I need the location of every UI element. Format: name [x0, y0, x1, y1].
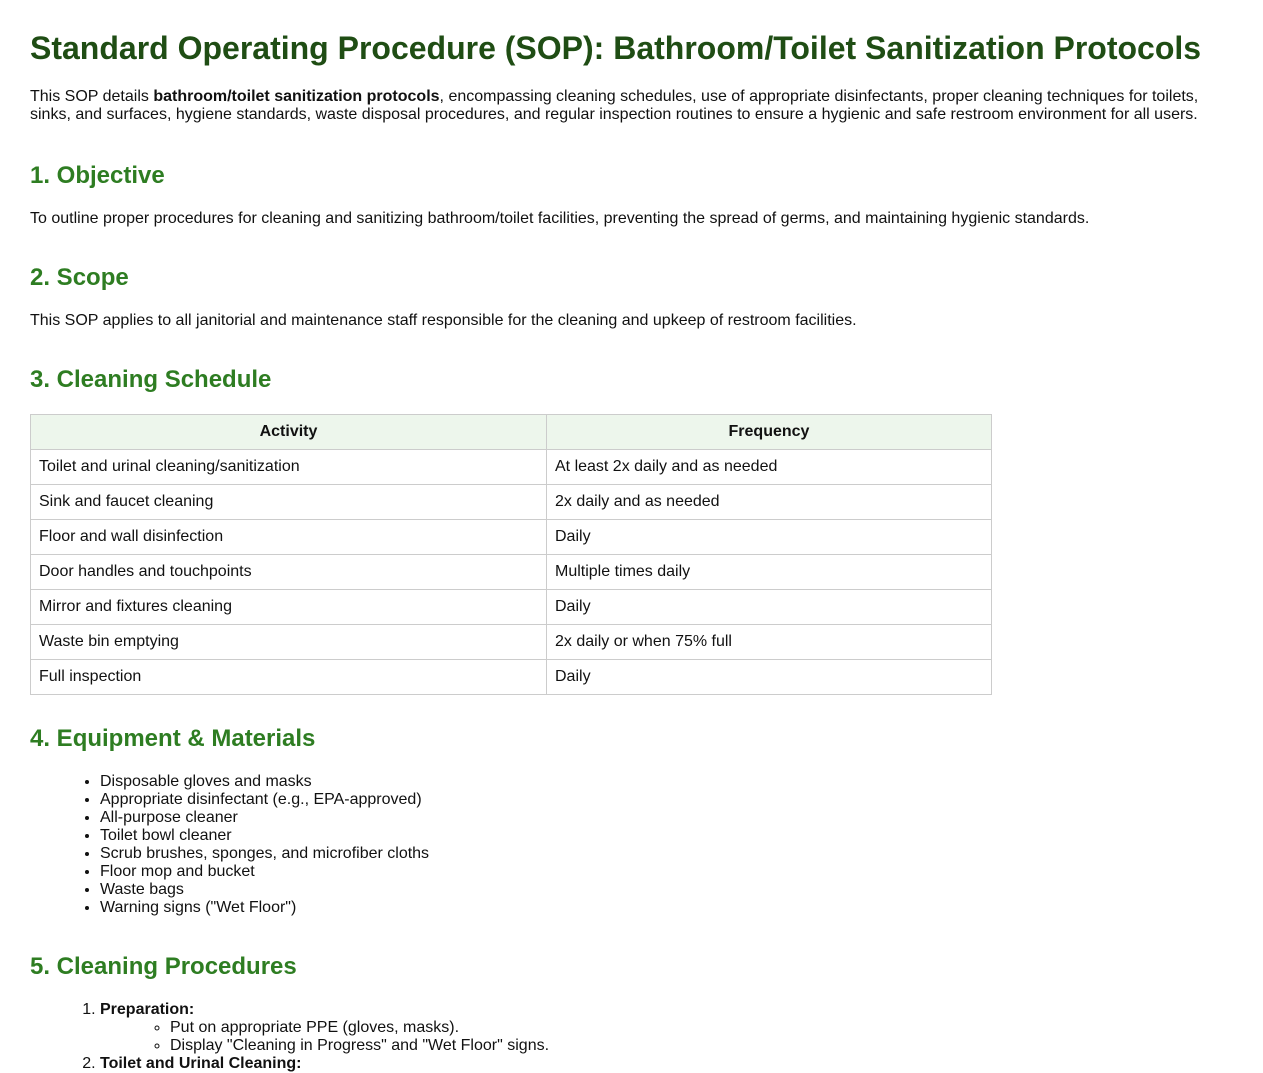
table-row — [31, 590, 992, 625]
procedure-step — [100, 1001, 1233, 1055]
intro-paragraph — [30, 88, 1233, 124]
intro-suffix: , encompassing cleaning schedules, use of appropriate disinfectants, proper cleaning techniques for toilets, sinks, and surfaces, hygiene standards, waste disposal procedures, and regular inspection routines to ensure a hygienic and safe restroom environment for all users. — [30, 88, 1199, 123]
objective-text: To outline proper procedures for cleaning and sanitizing bathroom/toilet facilities, preventing the spread of germs, and maintaining hygienic standards. — [30, 210, 1090, 227]
procedure-step — [100, 1055, 1233, 1073]
table-row — [31, 555, 992, 590]
step-title: Toilet and Urinal Cleaning: — [100, 1055, 302, 1072]
intro-prefix: This SOP details — [30, 88, 154, 105]
scope-heading: 2. Scope — [30, 264, 129, 291]
list-item: • Waste bags — [100, 881, 1233, 899]
frequency-cell: Multiple times daily — [547, 555, 992, 590]
table-row — [31, 485, 992, 520]
table-row — [31, 660, 992, 695]
equipment-list — [30, 773, 1233, 917]
procedures-heading: 5. Cleaning Procedures — [30, 953, 297, 980]
activity-cell: Waste bin emptying — [31, 625, 547, 660]
objective-heading: 1. Objective — [30, 162, 165, 189]
list-item: • Toilet bowl cleaner — [100, 827, 1233, 845]
substep-item: ◦ Display "Cleaning in Progress" and "Wet Floor" signs. — [170, 1037, 1233, 1055]
intro-bold: bathroom/toilet sanitization protocols — [153, 88, 440, 105]
frequency-cell: Daily — [547, 660, 992, 695]
frequency-cell: 2x daily and as needed — [547, 485, 992, 520]
activity-cell: Door handles and touchpoints — [31, 555, 547, 590]
activity-cell: Sink and faucet cleaning — [31, 485, 547, 520]
list-item: • Appropriate disinfectant (e.g., EPA-approved) — [100, 791, 1233, 809]
schedule-table — [30, 414, 992, 695]
list-item: • Floor mop and bucket — [100, 863, 1233, 881]
frequency-cell: Daily — [547, 520, 992, 555]
page-title: Standard Operating Procedure (SOP): Bathroom/Toilet Sanitization Protocols — [30, 30, 1202, 66]
substep-list — [100, 1019, 1233, 1055]
step-title: Preparation: — [100, 1001, 195, 1018]
table-row — [31, 625, 992, 660]
activity-cell: Toilet and urinal cleaning/sanitization — [31, 450, 547, 485]
table-row — [31, 450, 992, 485]
substep-item: ◦ Put on appropriate PPE (gloves, masks). — [170, 1019, 1233, 1037]
procedures-list — [30, 1001, 1233, 1073]
frequency-cell: 2x daily or when 75% full — [547, 625, 992, 660]
scope-text: This SOP applies to all janitorial and maintenance staff responsible for the cleaning and upkeep of restroom facilities. — [30, 312, 857, 329]
column-header-activity: Activity — [31, 415, 547, 450]
list-item: • Scrub brushes, sponges, and microfiber cloths — [100, 845, 1233, 863]
activity-cell: Full inspection — [31, 660, 547, 695]
activity-cell: Mirror and fixtures cleaning — [31, 590, 547, 625]
table-header-row — [31, 415, 992, 450]
column-header-frequency: Frequency — [547, 415, 992, 450]
equipment-heading: 4. Equipment & Materials — [30, 725, 316, 752]
list-item: • Disposable gloves and masks — [100, 773, 1233, 791]
list-item: • All-purpose cleaner — [100, 809, 1233, 827]
frequency-cell: At least 2x daily and as needed — [547, 450, 992, 485]
table-row — [31, 520, 992, 555]
schedule-heading: 3. Cleaning Schedule — [30, 366, 272, 393]
activity-cell: Floor and wall disinfection — [31, 520, 547, 555]
frequency-cell: Daily — [547, 590, 992, 625]
list-item: • Warning signs ("Wet Floor") — [100, 899, 1233, 917]
